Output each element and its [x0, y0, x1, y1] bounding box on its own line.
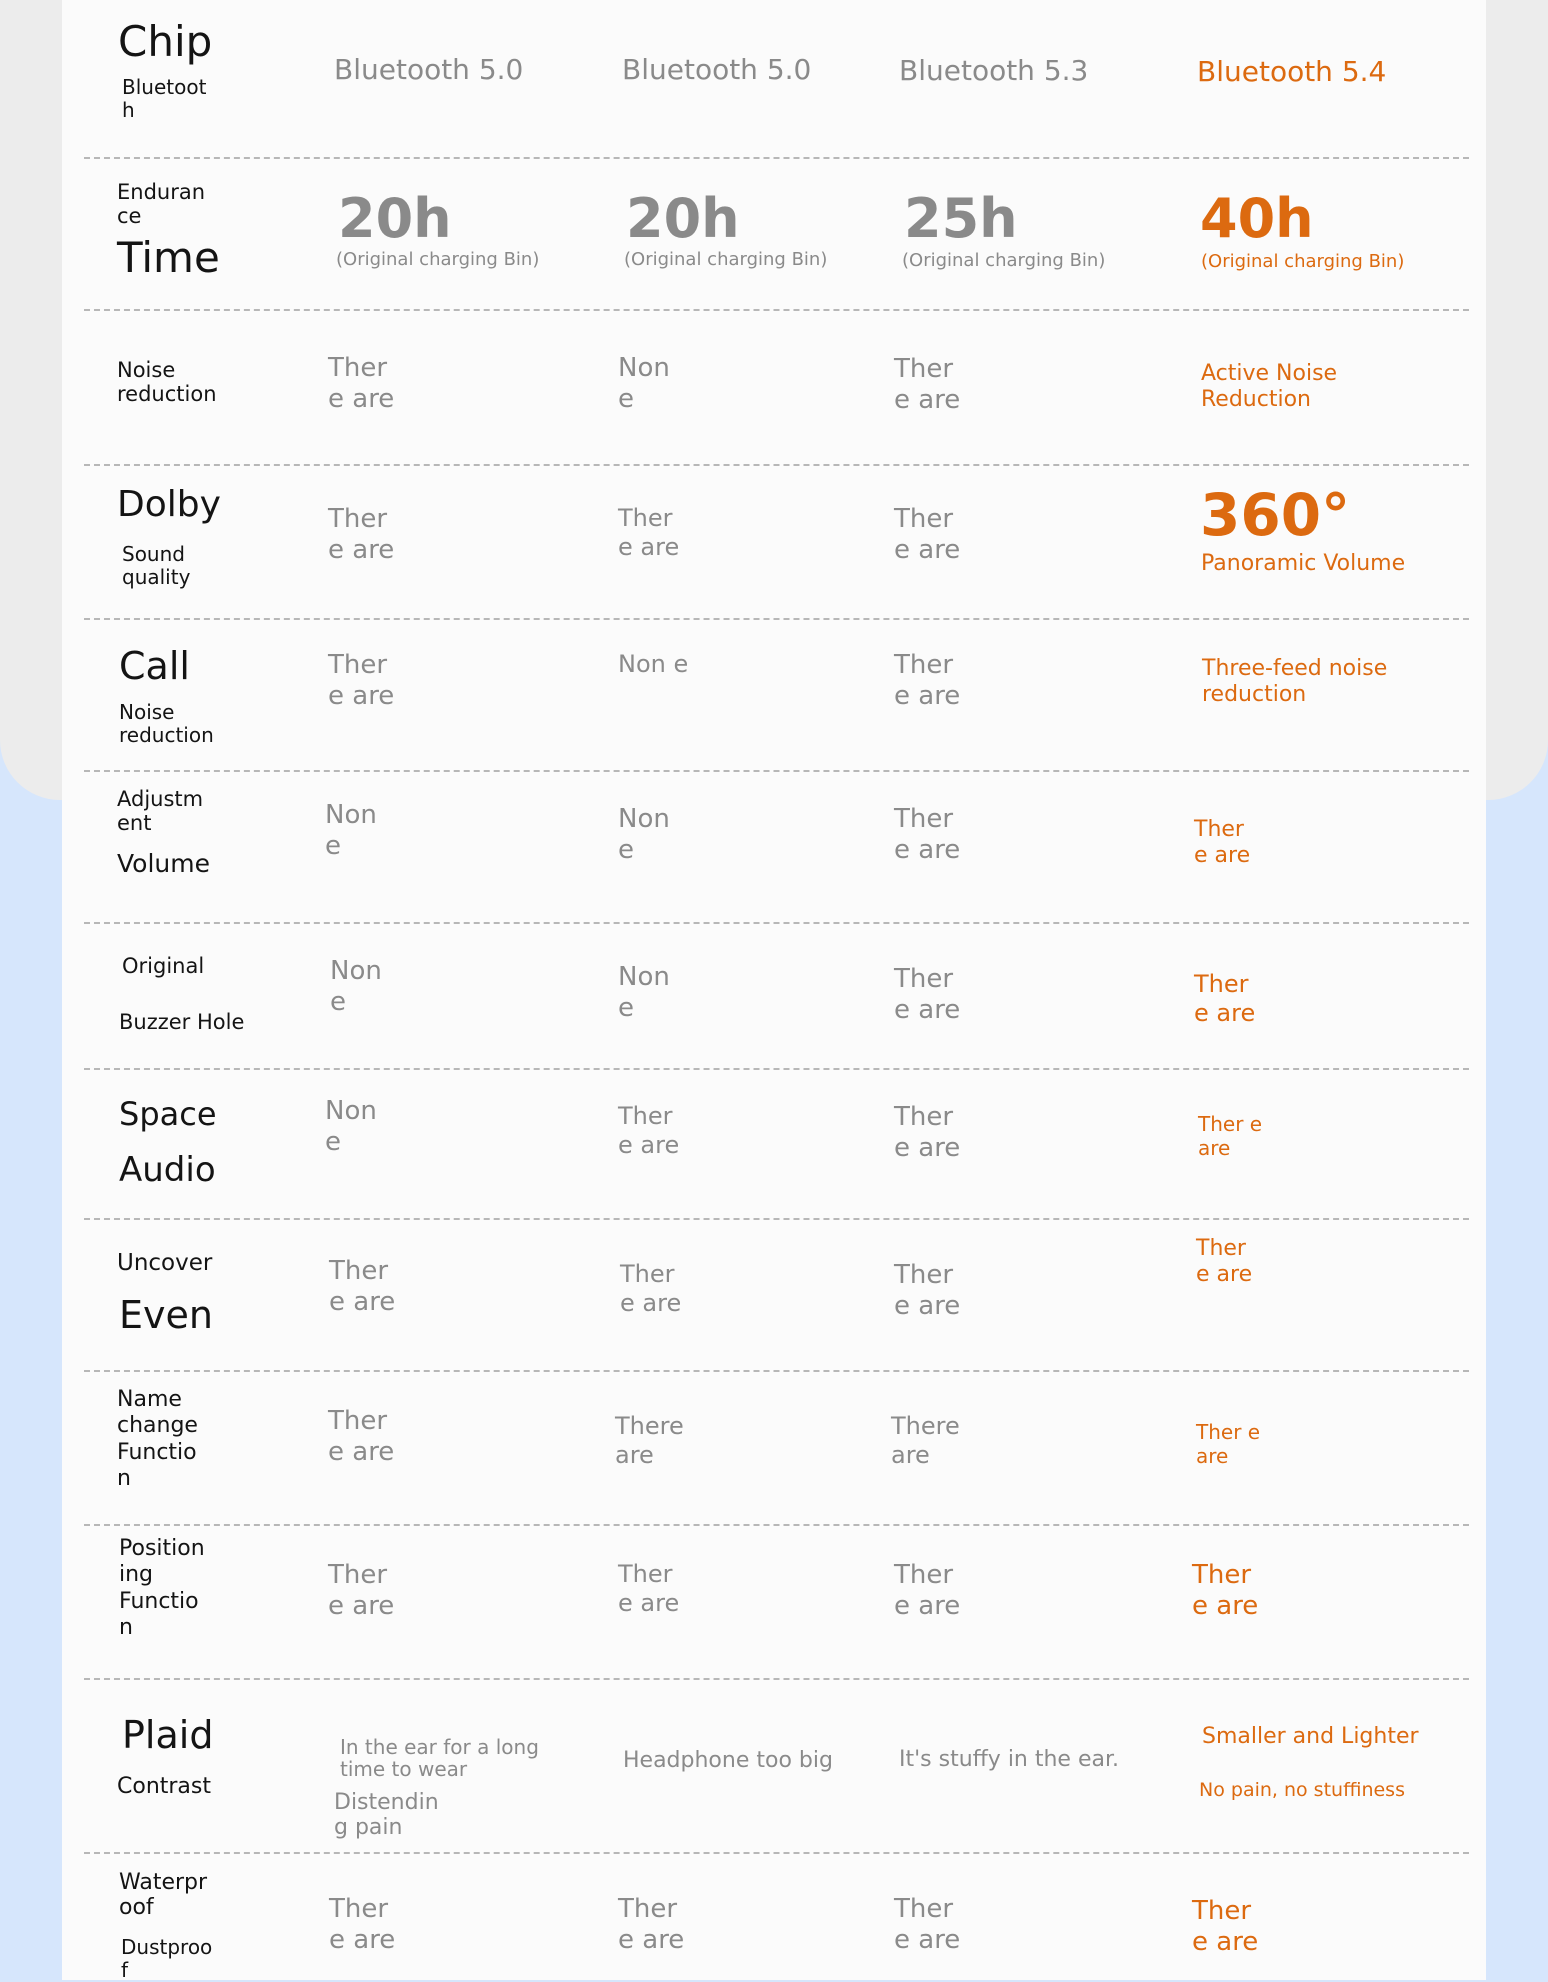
- row-label-space: Space: [119, 1095, 217, 1133]
- cell-call-4: Three-feed noise reduction: [1202, 656, 1388, 708]
- cell-positioning-2: Ther e are: [618, 1560, 680, 1617]
- cell-uncover-1: Ther e are: [329, 1256, 396, 1318]
- table-row-plaid-contrast: [62, 1680, 1486, 1852]
- cell-noise-2: Non e: [618, 353, 670, 415]
- cell-dolby-4: 360°: [1200, 481, 1351, 549]
- row-label-name-change: Name change Functio n: [117, 1387, 198, 1492]
- cell-dolby-1: Ther e are: [328, 504, 395, 566]
- row-sublabel-dustproof: Dustproo f: [121, 1935, 213, 1982]
- table-row-buzzer-hole: [62, 924, 1486, 1068]
- cell-noise-1: Ther e are: [328, 353, 395, 415]
- cell-buzzer-3: Ther e are: [894, 964, 961, 1026]
- cell-note-2: (Original charging Bin): [624, 249, 828, 270]
- cell-name-4: Ther e are: [1196, 1420, 1261, 1468]
- cell-plaid-3: It's stuffy in the ear.: [899, 1747, 1119, 1772]
- cell-positioning-3: Ther e are: [894, 1560, 961, 1622]
- cell-name-3: There are: [891, 1412, 960, 1469]
- table-row-dolby: [62, 466, 1486, 618]
- cell-space-3: Ther e are: [894, 1102, 961, 1164]
- table-row-endurance: [62, 159, 1486, 309]
- cell-bluetooth-2: Bluetooth 5.0: [622, 53, 812, 86]
- cell-waterproof-2: Ther e are: [618, 1894, 685, 1956]
- cell-volume-3: Ther e are: [894, 804, 961, 866]
- cell-volume-2: Non e: [618, 804, 670, 866]
- row-label-call: Call: [119, 644, 190, 688]
- cell-positioning-4: Ther e are: [1192, 1560, 1259, 1622]
- cell-call-1: Ther e are: [328, 650, 395, 712]
- cell-hours-4: 40h: [1200, 187, 1314, 250]
- cell-plaid-4: Smaller and Lighter: [1202, 1724, 1419, 1749]
- table-row-space-audio: [62, 1070, 1486, 1218]
- cell-dolby-3: Ther e are: [894, 504, 961, 566]
- row-label-original: Original: [122, 954, 205, 978]
- row-label-adjustment: Adjustm ent: [117, 787, 204, 836]
- table-row-chip: [62, 0, 1486, 158]
- cell-waterproof-1: Ther e are: [329, 1894, 396, 1956]
- cell-dolby-2: Ther e are: [618, 504, 680, 561]
- cell-name-2: There are: [615, 1412, 684, 1469]
- cell-space-2: Ther e are: [618, 1102, 680, 1159]
- table-row-volume: [62, 772, 1486, 922]
- cell-name-1: Ther e are: [328, 1406, 395, 1468]
- cell-noise-3: Ther e are: [894, 354, 961, 416]
- cell-call-2: Non e: [618, 650, 689, 678]
- row-label-buzzer-hole: Buzzer Hole: [119, 1010, 245, 1034]
- table-row-uncover: [62, 1220, 1486, 1370]
- table-row-noise-reduction: [62, 311, 1486, 464]
- cell-call-3: Ther e are: [894, 650, 961, 712]
- cell-noise-4: Active Noise Reduction: [1201, 361, 1338, 413]
- cell-positioning-1: Ther e are: [328, 1560, 395, 1622]
- cell-plaid-1-extra: Distendin g pain: [334, 1790, 439, 1841]
- row-label-volume: Volume: [117, 849, 210, 878]
- row-label-plaid: Plaid: [122, 1713, 214, 1757]
- table-row-call: [62, 620, 1486, 770]
- cell-uncover-4: Ther e are: [1196, 1236, 1253, 1288]
- cell-waterproof-3: Ther e are: [894, 1894, 961, 1956]
- cell-plaid-2: Headphone too big: [623, 1748, 833, 1773]
- cell-bluetooth-3: Bluetooth 5.3: [899, 54, 1089, 87]
- cell-hours-3: 25h: [904, 187, 1018, 250]
- cell-bluetooth-4: Bluetooth 5.4: [1197, 55, 1387, 88]
- comparison-table: [62, 0, 1486, 1980]
- row-label-dolby: Dolby: [117, 484, 221, 525]
- row-label-waterproof: Waterpr oof: [119, 1870, 208, 1921]
- cell-note-1: (Original charging Bin): [336, 249, 540, 270]
- table-row-waterproof: [62, 1854, 1486, 1980]
- cell-dolby-note: Panoramic Volume: [1201, 551, 1406, 576]
- cell-buzzer-4: Ther e are: [1194, 970, 1256, 1027]
- row-sublabel-noise-reduction: Noise reduction: [119, 700, 214, 747]
- row-label-chip: Chip: [118, 17, 213, 66]
- cell-hours-1: 20h: [338, 187, 452, 250]
- cell-buzzer-2: Non e: [618, 962, 670, 1024]
- row-label-endurance: Enduran ce: [117, 180, 206, 229]
- cell-volume-4: Ther e are: [1194, 817, 1251, 869]
- cell-plaid-note: No pain, no stuffiness: [1199, 1779, 1405, 1801]
- cell-note-4: (Original charging Bin): [1201, 251, 1405, 272]
- row-label-even: Even: [119, 1293, 213, 1337]
- table-row-positioning: [62, 1526, 1486, 1678]
- row-label-audio: Audio: [119, 1150, 216, 1190]
- cell-space-4: Ther e are: [1198, 1112, 1263, 1160]
- cell-volume-1: Non e: [325, 800, 377, 862]
- row-label-uncover: Uncover: [117, 1250, 213, 1276]
- row-sublabel-contrast: Contrast: [117, 1774, 212, 1799]
- cell-bluetooth-1: Bluetooth 5.0: [334, 53, 524, 86]
- cell-uncover-3: Ther e are: [894, 1260, 961, 1322]
- cell-waterproof-4: Ther e are: [1192, 1896, 1259, 1958]
- row-sublabel-bluetooth: Bluetoot h: [122, 75, 207, 122]
- cell-plaid-1: In the ear for a long time to wear: [340, 1735, 539, 1781]
- row-label-time: Time: [117, 233, 220, 282]
- cell-buzzer-1: Non e: [330, 956, 382, 1018]
- cell-note-3: (Original charging Bin): [902, 250, 1106, 271]
- cell-hours-2: 20h: [626, 187, 740, 250]
- cell-space-1: Non e: [325, 1096, 377, 1158]
- table-row-name-change: [62, 1372, 1486, 1524]
- cell-uncover-2: Ther e are: [620, 1260, 682, 1317]
- row-label-positioning: Position ing Functio n: [119, 1536, 205, 1641]
- row-label-noise-reduction: Noise reduction: [117, 358, 217, 407]
- row-sublabel-sound-quality: Sound quality: [122, 542, 191, 589]
